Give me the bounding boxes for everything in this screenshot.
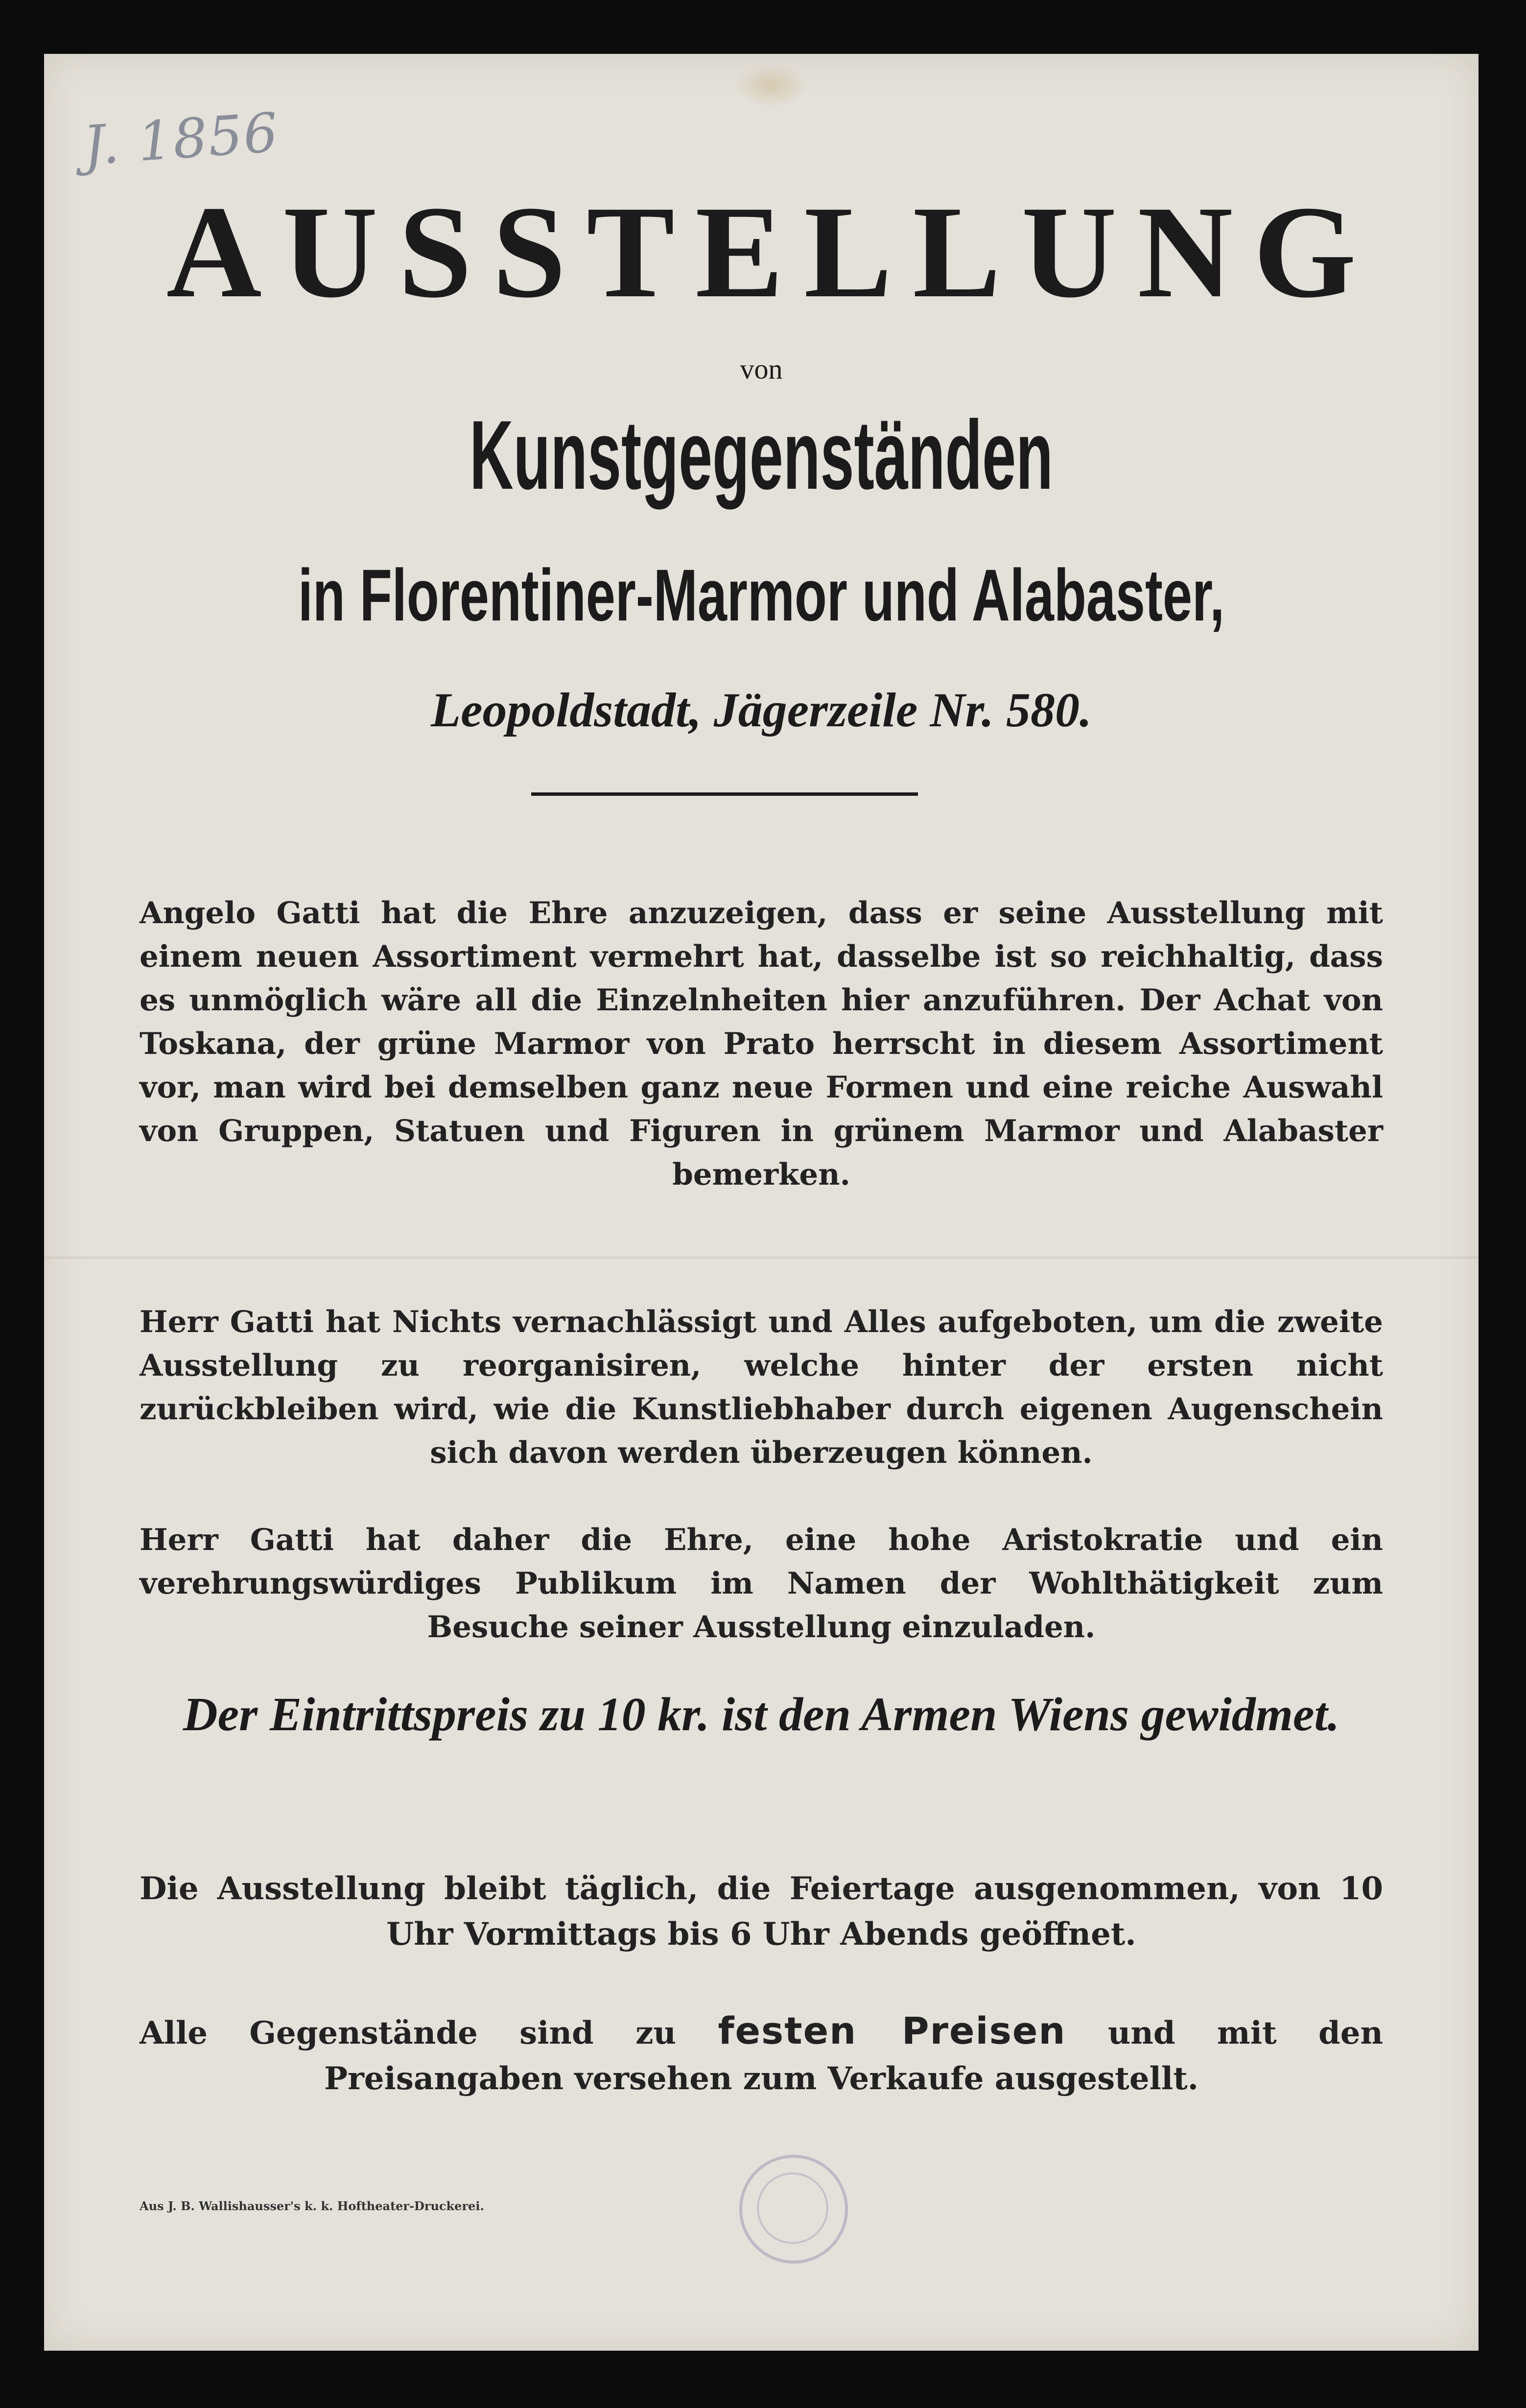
paper-fold (44, 1256, 1479, 1259)
paragraph-invitation: Herr Gatti hat daher die Ehre, eine hohe Aristokratie und ein verehrungswürdiges Publikum im Namen der Wohlthätigkeit zum Besuche seiner Ausstellung einzuladen. (140, 1523, 1383, 1645)
opening-hours: Die Ausstellung bleibt täglich, die Feiertage ausgenommen, von 10 Uhr Vormittags bis 6 Uhr Abends geöffnet. (140, 1870, 1383, 1953)
poster-subtitle: Kunstgegenständen (470, 401, 1053, 510)
sale-note (140, 2008, 1383, 2101)
paragraph-introduction: Angelo Gatti hat die Ehre anzuzeigen, dass er seine Ausstellung mit einem neuen Assortiment vermehrt hat, dasselbe ist so reichhaltig, dass es unmöglich wäre all die Einzelnheiten hier anzuführen. Der Achat von Toskana, der grüne Marmor von Prato herrscht in diesem Assortiment vor, man wird bei demselben ganz neue Formen und eine reiche Auswahl von Gruppen, Statuen und Figuren in grünem Marmor und Alabaster bemerken. (140, 896, 1383, 1192)
handwritten-annotation: J. 1856 (81, 101, 281, 177)
materials-line: in Florentiner-Marmor und Alabaster, (298, 554, 1225, 636)
poster-sheet (44, 54, 1479, 2351)
sale-note-end: und mit den Preisangaben versehen zum Verkaufe ausgestellt. (324, 2015, 1384, 2097)
poster-title: AUSSTELLUNG (166, 179, 1377, 325)
fixed-prices-emphasis: festen Preisen (718, 2009, 1066, 2052)
divider-rule (531, 792, 918, 796)
admission-note: Der Eintrittspreis zu 10 kr. ist den Armen Wiens gewidmet. (183, 1688, 1340, 1741)
printer-imprint: Aus J. B. Wallishausser's k. k. Hoftheater-Druckerei. (140, 2199, 484, 2213)
paragraph-reorganisation: Herr Gatti hat Nichts vernachlässigt und Alles aufgeboten, um die zweite Ausstellung zu reorganisiren, welche hinter der ersten nicht zurückbleiben wird, wie die Kunstliebhaber durch eigenen Augenschein sich davon werden überzeugen können. (140, 1305, 1383, 1470)
paper-stain (734, 64, 808, 108)
library-stamp (739, 2155, 848, 2264)
address-line: Leopoldstadt, Jägerzeile Nr. 580. (431, 683, 1092, 737)
sale-note-start: Alle Gegenstände sind zu (140, 2015, 677, 2051)
connector-word: von (740, 353, 783, 385)
